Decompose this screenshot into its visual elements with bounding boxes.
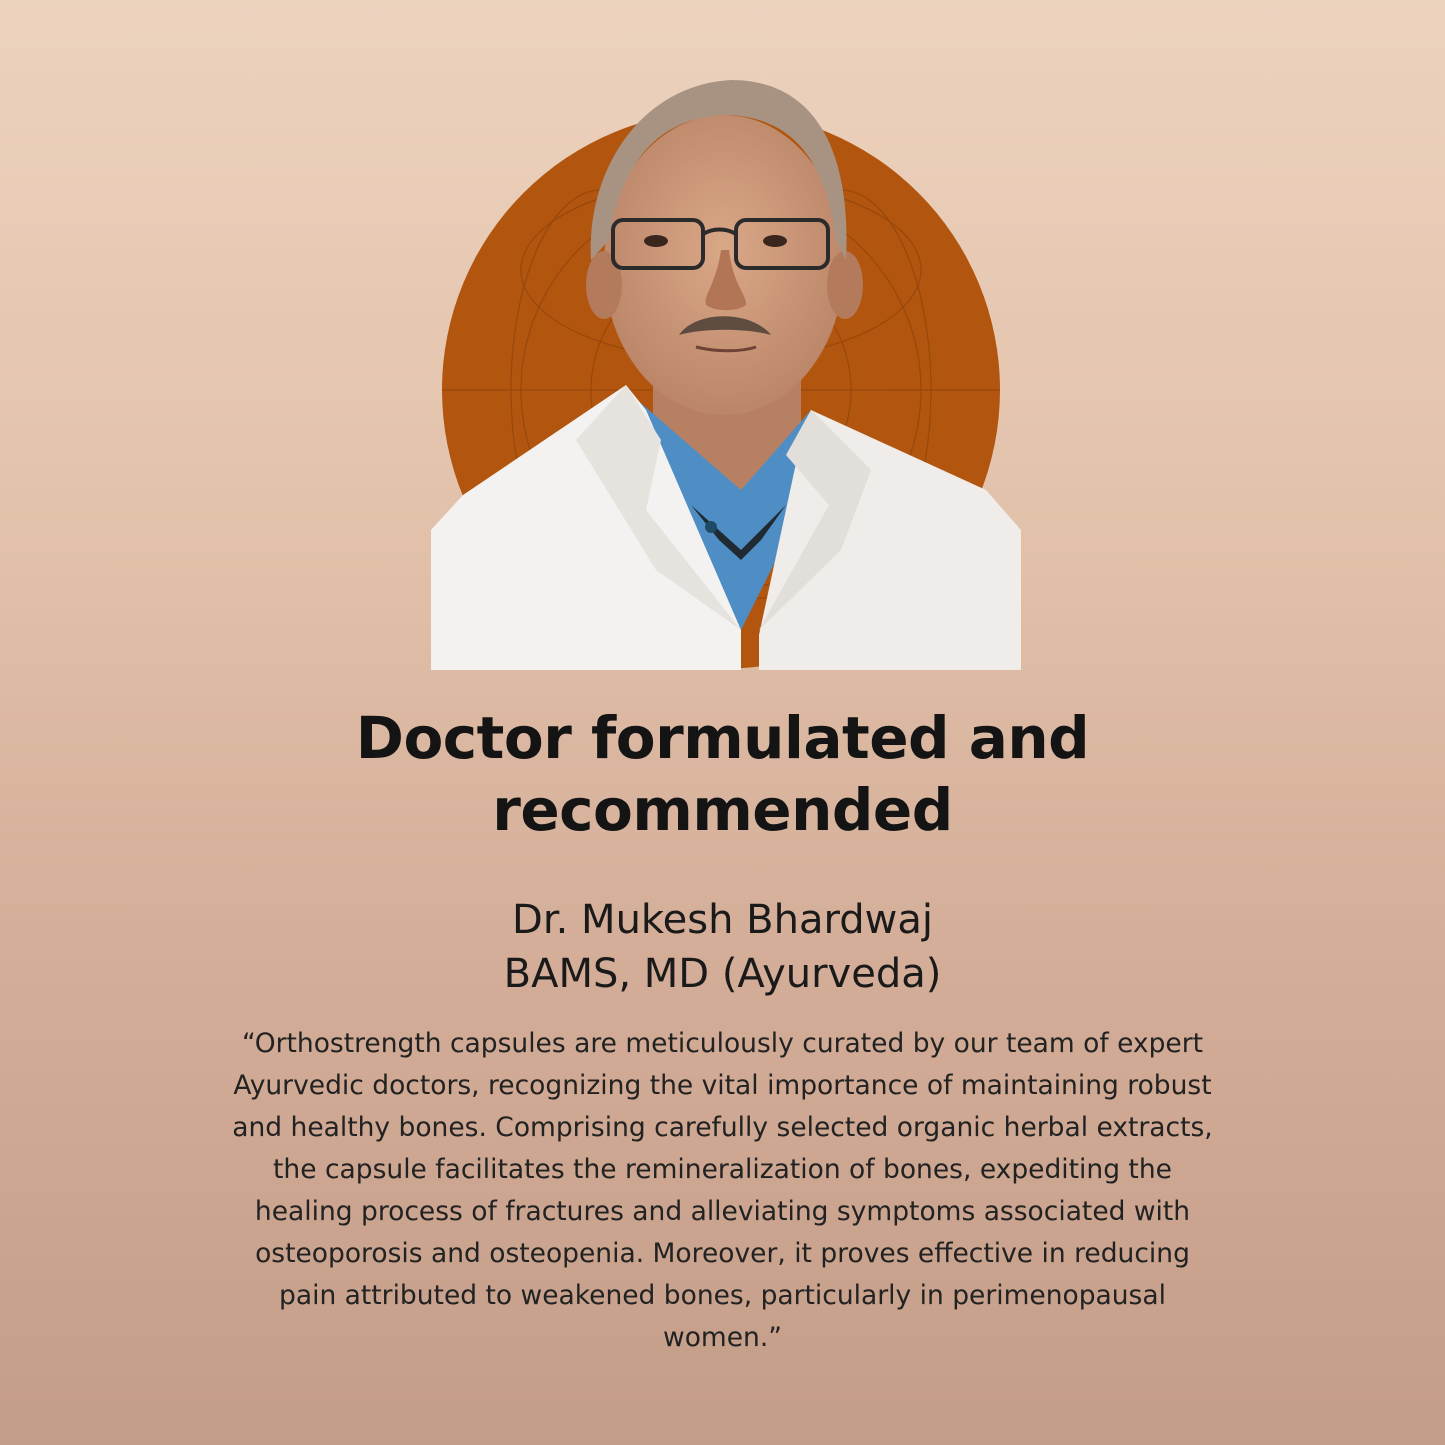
doctor-info bbox=[0, 893, 1445, 1001]
headline-line-2: recommended bbox=[492, 776, 953, 844]
doctor-portrait-illustration bbox=[441, 110, 1001, 670]
headline-line-1: Doctor formulated and bbox=[355, 704, 1090, 772]
headline bbox=[0, 702, 1445, 846]
doctor-portrait bbox=[441, 110, 1001, 670]
doctor-credentials: BAMS, MD (Ayurveda) bbox=[503, 951, 942, 997]
testimonial-quote: “Orthostrength capsules are meticulously curated by our team of expert Ayurvedic doctors, recognizing the vital importance of maintaining robust and healthy bones. Comprising carefully selected organic herbal extracts, the capsule facilitates the remineralization of bones, expediting the healing process of fractures and alleviating symptoms associated with osteoporosis and osteopenia. Moreover, it proves effective in reducing pain attributed to weakened bones, particularly in perimenopausal women.” bbox=[232, 1028, 1213, 1353]
doctor-name: Dr. Mukesh Bhardwaj bbox=[512, 897, 933, 943]
